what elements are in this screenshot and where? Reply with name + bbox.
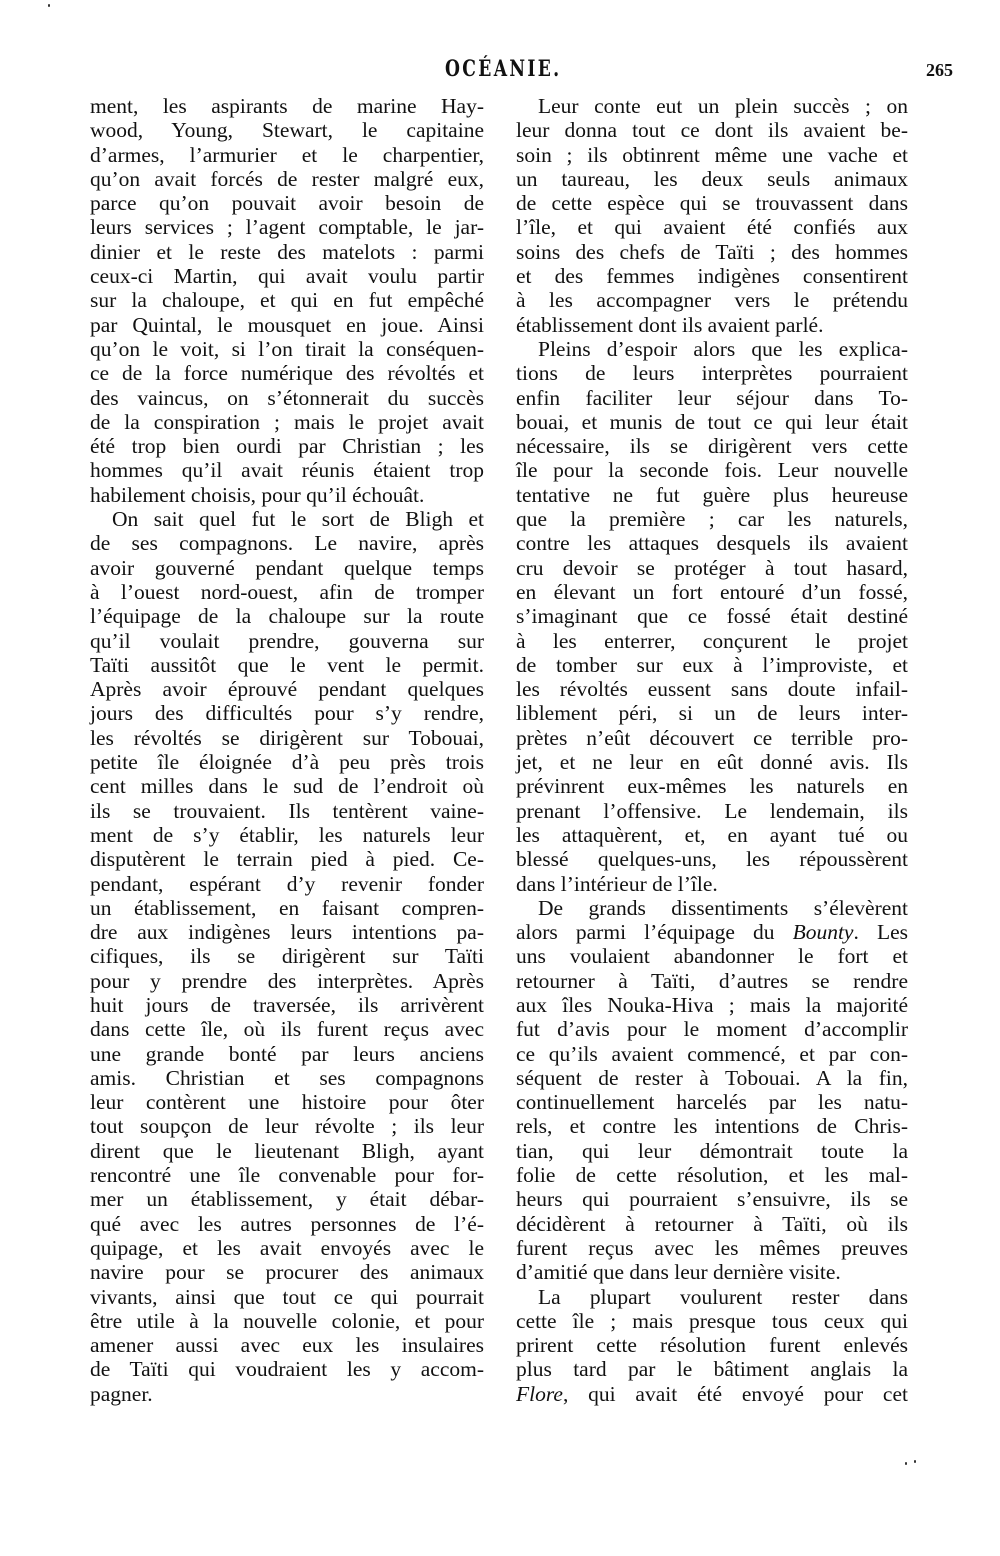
text-line: plus tard par le bâtiment anglais la bbox=[516, 1357, 908, 1382]
text-line: qu’on avait forcés de rester malgré eux, bbox=[90, 166, 484, 191]
text-line: amener aussi avec eux les insulaires bbox=[90, 1333, 484, 1358]
text-line: leurs services ; l’agent comptable, le jar- bbox=[90, 215, 484, 240]
text-line: les révoltés se dirigèrent sur Tobouai, bbox=[90, 725, 484, 750]
text-line: La plupart voulurent rester dans bbox=[538, 1284, 908, 1309]
paragraph bbox=[516, 896, 908, 1285]
text-line: folie de cette résolution, et les mal- bbox=[516, 1163, 908, 1188]
text-line: On sait quel fut le sort de Bligh et bbox=[112, 507, 484, 532]
text-line: Leur conte eut un plein succès ; on bbox=[538, 94, 908, 118]
text-line: dans l’intérieur de l’île. bbox=[516, 871, 718, 896]
text-line: être utile à la nouvelle colonie, et pour bbox=[90, 1308, 484, 1333]
text-line: cru devoir se protéger à tout hasard, bbox=[516, 555, 908, 580]
text-line: l’île, et qui avaient été confiés aux bbox=[516, 215, 908, 240]
text-line: soins des chefs de Taïti ; des hommes bbox=[516, 239, 908, 264]
text-line: qu’il voulait prendre, gouverna sur bbox=[90, 628, 484, 653]
text-line: ce de la force numérique des révoltés et bbox=[90, 361, 484, 386]
text-line: prévinrent eux-mêmes les naturels en bbox=[516, 774, 908, 799]
text-line: quipage, et les avait envoyés avec le bbox=[90, 1235, 484, 1260]
running-title: OCÉANIE. bbox=[445, 56, 562, 82]
text-line: alors parmi l’équipage du Bounty. Les bbox=[516, 920, 908, 945]
text-line: jet, et ne leur en eût donné avis. Ils bbox=[516, 750, 908, 775]
paragraph bbox=[516, 1285, 908, 1406]
text-line: disputèrent le terrain pied à pied. Ce- bbox=[90, 847, 484, 872]
text-line: Flore, qui avait été envoyé pour cet bbox=[516, 1381, 908, 1406]
text-line: tian, qui leur démontrait toute la bbox=[516, 1138, 908, 1163]
text-line: petite île éloignée d’à peu près trois bbox=[90, 750, 484, 775]
text-line: aux îles Nouka-Hiva ; mais la majorité bbox=[516, 992, 908, 1017]
italic-title: Bounty bbox=[792, 920, 854, 945]
text-line: amis. Christian et ses compagnons bbox=[90, 1065, 484, 1090]
text-line: d’armes, l’armurier et le charpentier, bbox=[90, 142, 484, 167]
text-line: continuellement harcelés par les natu- bbox=[516, 1090, 908, 1115]
text-line: qué avec les autres personnes de l’é- bbox=[90, 1211, 484, 1236]
text-line: tions de leurs interprètes pourraient bbox=[516, 361, 908, 386]
text-line: leur donna tout ce dont ils avaient be- bbox=[516, 118, 908, 143]
text-line: les attaquèrent, et, en ayant tué ou bbox=[516, 822, 908, 847]
text-line: heurs qui pourraient s’ensuivre, ils se bbox=[516, 1187, 908, 1212]
text-line: prètes n’eût découvert ce terrible pro- bbox=[516, 725, 908, 750]
text-line: ment, les aspirants de marine Hay- bbox=[90, 94, 484, 118]
text-column-left bbox=[90, 94, 484, 1406]
text-line: établissement dont ils avaient parlé. bbox=[516, 312, 824, 337]
running-head bbox=[0, 56, 1000, 86]
text-line: été trop bien ourdi par Christian ; les bbox=[90, 434, 484, 459]
text-line: habilement choisis, pour qu’il échouât. bbox=[90, 482, 425, 507]
text-line: fut d’avis pour le moment d’accomplir bbox=[516, 1017, 908, 1042]
text-line: une grande bonté par leurs anciens bbox=[90, 1041, 484, 1066]
text-line: rels, et contre les intentions de Chris- bbox=[516, 1114, 908, 1139]
text-line: qu’on le voit, si l’on tirait la conséquen- bbox=[90, 336, 484, 361]
paragraph bbox=[516, 94, 908, 337]
text-line: enfin faciliter leur séjour dans To- bbox=[516, 385, 908, 410]
italic-title: Flore bbox=[516, 1381, 563, 1406]
text-line: dirent que le lieutenant Bligh, ayant bbox=[90, 1138, 484, 1163]
text-line: vivants, ainsi que tout ce qui pourrait bbox=[90, 1284, 484, 1309]
text-line: de la conspiration ; mais le projet avait bbox=[90, 409, 484, 434]
text-line: à les enterrer, conçurent le projet bbox=[516, 628, 908, 653]
text-line: jours des difficultés pour s’y rendre, bbox=[90, 701, 484, 726]
text-line: cent milles dans le sud de l’endroit où bbox=[90, 774, 484, 799]
text-line: tentative ne fut guère plus heureuse bbox=[516, 482, 908, 507]
scan-speck bbox=[914, 1460, 916, 1463]
text-line: sur la chaloupe, et qui en fut empêché bbox=[90, 288, 484, 313]
text-line: avoir gouverné pendant quelque temps bbox=[90, 555, 484, 580]
text-line: de Taïti qui voudraient les y accom- bbox=[90, 1357, 484, 1382]
text-line: cette île ; mais presque tous ceux qui bbox=[516, 1308, 908, 1333]
text-line: un taureau, les deux seuls animaux bbox=[516, 166, 908, 191]
text-line: ce qu’ils avaient commencé, et par con- bbox=[516, 1041, 908, 1066]
text-line: ils se trouvaient. Ils tentèrent vaine- bbox=[90, 798, 484, 823]
text-line: un établissement, en faisant compren- bbox=[90, 895, 484, 920]
text-line: cifiques, ils se dirigèrent sur Taïti bbox=[90, 944, 484, 969]
text-line: par Quintal, le mousquet en joue. Ainsi bbox=[90, 312, 484, 337]
text-line: que la première ; car les naturels, bbox=[516, 507, 908, 532]
text-line: en élevant un fort entouré d’un fossé, bbox=[516, 579, 908, 604]
text-line: rencontré une île convenable pour for- bbox=[90, 1163, 484, 1188]
text-line: Pleins d’espoir alors que les explica- bbox=[538, 336, 908, 361]
text-line: séquent de rester à Tobouai. A la fin, bbox=[516, 1065, 908, 1090]
text-line: huit jours de traversée, ils arrivèrent bbox=[90, 992, 484, 1017]
text-line: dre aux indigènes leurs intentions pa- bbox=[90, 920, 484, 945]
text-line: de tomber sur eux à l’improviste, et bbox=[516, 652, 908, 677]
text-line: ceux-ci Martin, qui avait voulu partir bbox=[90, 264, 484, 289]
text-line: navire pour se procurer des animaux bbox=[90, 1260, 484, 1285]
text-line: De grands dissentiments s’élevèrent bbox=[538, 895, 908, 920]
text-line: retourner à Taïti, d’autres se rendre bbox=[516, 968, 908, 993]
paragraph bbox=[516, 337, 908, 896]
paragraph bbox=[90, 507, 484, 1406]
text-line: pendant, espérant d’y revenir fonder bbox=[90, 871, 484, 896]
text-line: liblement péri, si un de leurs inter- bbox=[516, 701, 908, 726]
text-line: ment de s’y établir, les naturels leur bbox=[90, 822, 484, 847]
text-line: prenant l’offensive. Le lendemain, ils bbox=[516, 798, 908, 823]
text-line: furent reçus avec les mêmes preuves bbox=[516, 1235, 908, 1260]
text-line: parce qu’on pouvait avoir besoin de bbox=[90, 191, 484, 216]
text-line: dinier et le reste des matelots : parmi bbox=[90, 239, 484, 264]
text-line: nécessaire, ils se dirigèrent vers cette bbox=[516, 434, 908, 459]
text-line: Taïti aussitôt que le vent le permit. bbox=[90, 652, 484, 677]
text-line: de cette espèce qui se trouvassent dans bbox=[516, 191, 908, 216]
scan-speck bbox=[48, 4, 50, 7]
text-line: de ses compagnons. Le navire, après bbox=[90, 531, 484, 556]
text-line: d’amitié que dans leur dernière visite. bbox=[516, 1260, 841, 1285]
text-column-right bbox=[516, 94, 908, 1406]
text-line: dans cette île, où ils furent reçus avec bbox=[90, 1017, 484, 1042]
paragraph bbox=[90, 94, 484, 507]
text-line: bouai, et munis de tout ce qui leur était bbox=[516, 409, 908, 434]
text-line: wood, Young, Stewart, le capitaine bbox=[90, 118, 484, 143]
text-line: soin ; ils obtinrent même une vache et bbox=[516, 142, 908, 167]
text-line: hommes qu’il avait réunis étaient trop bbox=[90, 458, 484, 483]
text-line: contre les attaques desquels ils avaient bbox=[516, 531, 908, 556]
text-line: Après avoir éprouvé pendant quelques bbox=[90, 677, 484, 702]
text-line: tout soupçon de leur révolte ; ils leur bbox=[90, 1114, 484, 1139]
text-line: décidèrent à retourner à Taïti, où ils bbox=[516, 1211, 908, 1236]
text-line: à les accompagner vers le prétendu bbox=[516, 288, 908, 313]
scan-speck bbox=[905, 1462, 907, 1465]
text-line: mer un établissement, y était débar- bbox=[90, 1187, 484, 1212]
text-line: s’imaginant que ce fossé était destiné bbox=[516, 604, 908, 629]
text-line: leur contèrent une histoire pour ôter bbox=[90, 1090, 484, 1115]
text-line: pagner. bbox=[90, 1381, 153, 1406]
text-line: pour y prendre des interprètes. Après bbox=[90, 968, 484, 993]
text-line: des vaincus, on s’étonnerait du succès bbox=[90, 385, 484, 410]
text-line: à l’ouest nord-ouest, afin de tromper bbox=[90, 579, 484, 604]
text-line: île pour la seconde fois. Leur nouvelle bbox=[516, 458, 908, 483]
text-line: uns voulaient abandonner le fort et bbox=[516, 944, 908, 969]
text-line: prirent cette résolution furent enlevés bbox=[516, 1333, 908, 1358]
page-number: 265 bbox=[926, 60, 953, 80]
text-line: les révoltés eussent sans doute infail- bbox=[516, 677, 908, 702]
text-line: blessé quelques-uns, les répoussèrent bbox=[516, 847, 908, 872]
text-line: l’équipage de la chaloupe sur la route bbox=[90, 604, 484, 629]
text-line: et des femmes indigènes consentirent bbox=[516, 264, 908, 289]
